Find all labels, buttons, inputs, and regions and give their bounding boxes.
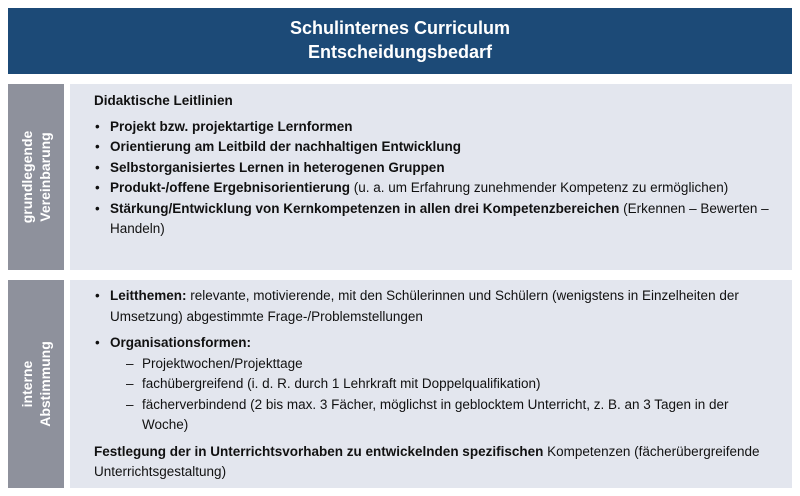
organisationsformen-list (110, 354, 778, 436)
list-item: • Selbstorganisiertes Lernen in heterogenen Gruppen (94, 158, 778, 179)
side-label-line1: interne (19, 360, 35, 408)
header-title: Schulinternes Curriculum (289, 18, 511, 38)
side-label-line2: Vereinbarung (37, 132, 53, 222)
side-label-grundlegende-vereinbarung (8, 84, 64, 270)
list-item: • Orientierung am Leitbild der nachhaltigen Entwicklung (94, 137, 778, 158)
list-item-organisationsformen: • Organisationsformen: – Projektwochen/Projekttage – fachübergreifend (i. d. R. durch 1 Lehrkraft mit Doppelqualifikation) – fächerverbindend (2 bis max. 3 Fächer, möglichst in geblocktem Unterricht, z. B. an 3 Tagen in der Woche) (94, 333, 778, 436)
abstimmung-list (94, 286, 778, 436)
section-interne-abstimmung (70, 280, 792, 488)
list-item: – fachübergreifend (i. d. R. durch 1 Lehrkraft mit Doppelqualifikation) (124, 374, 778, 395)
list-item: • Produkt-/offene Ergebnisorientierung (u. a. um Erfahrung zunehmender Kompetenz zu ermöglichen) (94, 178, 778, 199)
list-item: • Projekt bzw. projektartige Lernformen (94, 117, 778, 138)
side-label-line1: grundlegende (19, 130, 35, 224)
list-item: • Stärkung/Entwicklung von Kernkompetenzen in allen drei Kompetenzbereichen (Erkennen – Bewerten – Handeln) (94, 199, 778, 240)
header-subtitle: Entscheidungsbedarf (307, 42, 493, 62)
list-item: – fächerverbindend (2 bis max. 3 Fächer, möglichst in geblocktem Unterricht, z. B. an 3 Tagen in der Woche) (124, 395, 778, 436)
list-item-leitthemen: • Leitthemen: relevante, motivierende, mit den Schülerinnen und Schülern (wenigstens in Einzelheiten der Umsetzung) abgestimmte Frage-/Problemstellungen (94, 286, 778, 327)
side-label-interne-abstimmung (8, 280, 64, 488)
side-label-line2: Abstimmung (37, 341, 53, 427)
leitlinien-list (94, 117, 778, 240)
list-item: – Projektwochen/Projekttage (124, 354, 778, 375)
section-didaktische-leitlinien (70, 84, 792, 270)
section-heading: Didaktische Leitlinien (94, 93, 233, 108)
festlegung-paragraph: Festlegung der in Unterrichtsvorhaben zu entwickelnden spezifischen Kompetenzen (fächerübergreifende Unterrichtsgestaltung) (94, 443, 760, 479)
page-header (8, 8, 792, 74)
